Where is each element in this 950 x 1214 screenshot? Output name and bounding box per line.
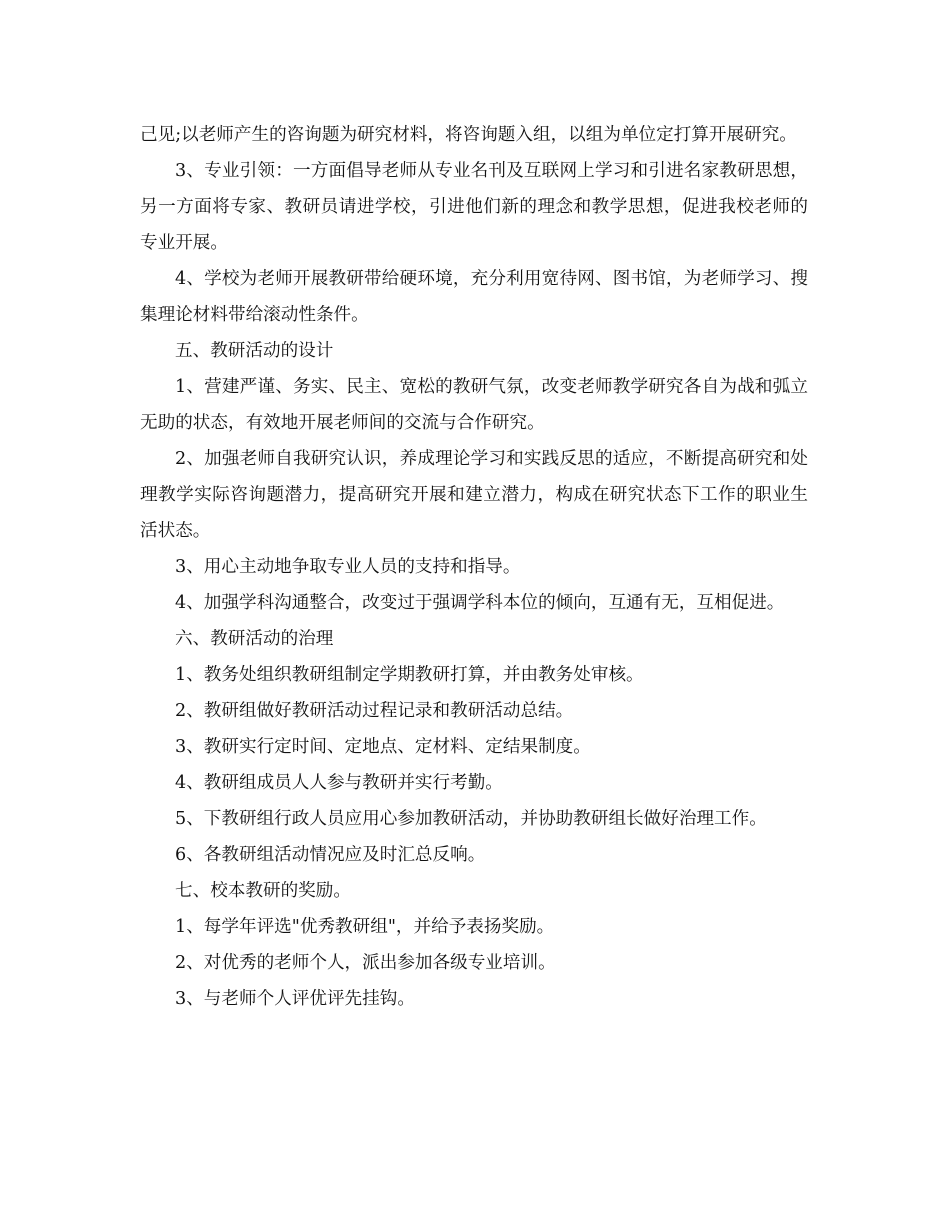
document-body [140,117,808,1017]
paragraph-17: 1、每学年评选"优秀教研组"，并给予表扬奖励。 [175,917,555,937]
section-heading-7: 七、校本教研的奖励。 [175,881,351,901]
section-heading-6: 六、教研活动的治理 [175,629,334,649]
paragraph-11: 2、教研组做好教研活动过程记录和教研活动总结。 [175,701,574,721]
paragraph-12: 3、教研实行定时间、定地点、定材料、定结果制度。 [175,737,591,757]
paragraph-8: 4、加强学科沟通整合，改变过于强调学科本位的倾向，互通有无，互相促进。 [175,593,785,613]
paragraph-5: 1、营建严谨、务实、民主、宽松的教研气氛，改变老师教学研究各自为战和弧立无助的状态，有效地开展老师间的交流与合作研究。 [140,377,808,433]
paragraph-18: 2、对优秀的老师个人，派出参加各级专业培训。 [175,953,556,973]
paragraph-6: 2、加强老师自我研究认识，养成理论学习和实践反思的适应，不断提高研究和处理教学实际咨询题潜力，提高研究开展和建立潜力，构成在研究状态下工作的职业生活状态。 [140,449,808,541]
paragraph-10: 1、教务处组织教研组制定学期教研打算，并由教务处审核。 [175,665,644,685]
paragraph-14: 5、下教研组行政人员应用心参加教研活动，并协助教研组长做好治理工作。 [175,809,767,829]
paragraph-2: 3、专业引领：一方面倡导老师从专业名刊及互联网上学习和引进名家教研思想，另一方面将专家、教研员请进学校，引进他们新的理念和教学思想，促进我校老师的专业开展。 [140,161,808,253]
paragraph-7: 3、用心主动地争取专业人员的支持和指导。 [175,557,521,577]
paragraph-1: 己见;以老师产生的咨询题为研究材料，将咨询题入组，以组为单位定打算开展研究。 [140,125,797,145]
paragraph-19: 3、与老师个人评优评先挂钩。 [175,989,415,1009]
section-heading-5: 五、教研活动的设计 [175,341,334,361]
paragraph-13: 4、教研组成员人人参与教研并实行考勤。 [175,773,503,793]
paragraph-3: 4、学校为老师开展教研带给硬环境，充分利用宽待网、图书馆，为老师学习、搜集理论材料带给滚动性条件。 [140,269,808,325]
paragraph-15: 6、各教研组活动情况应及时汇总反响。 [175,845,486,865]
